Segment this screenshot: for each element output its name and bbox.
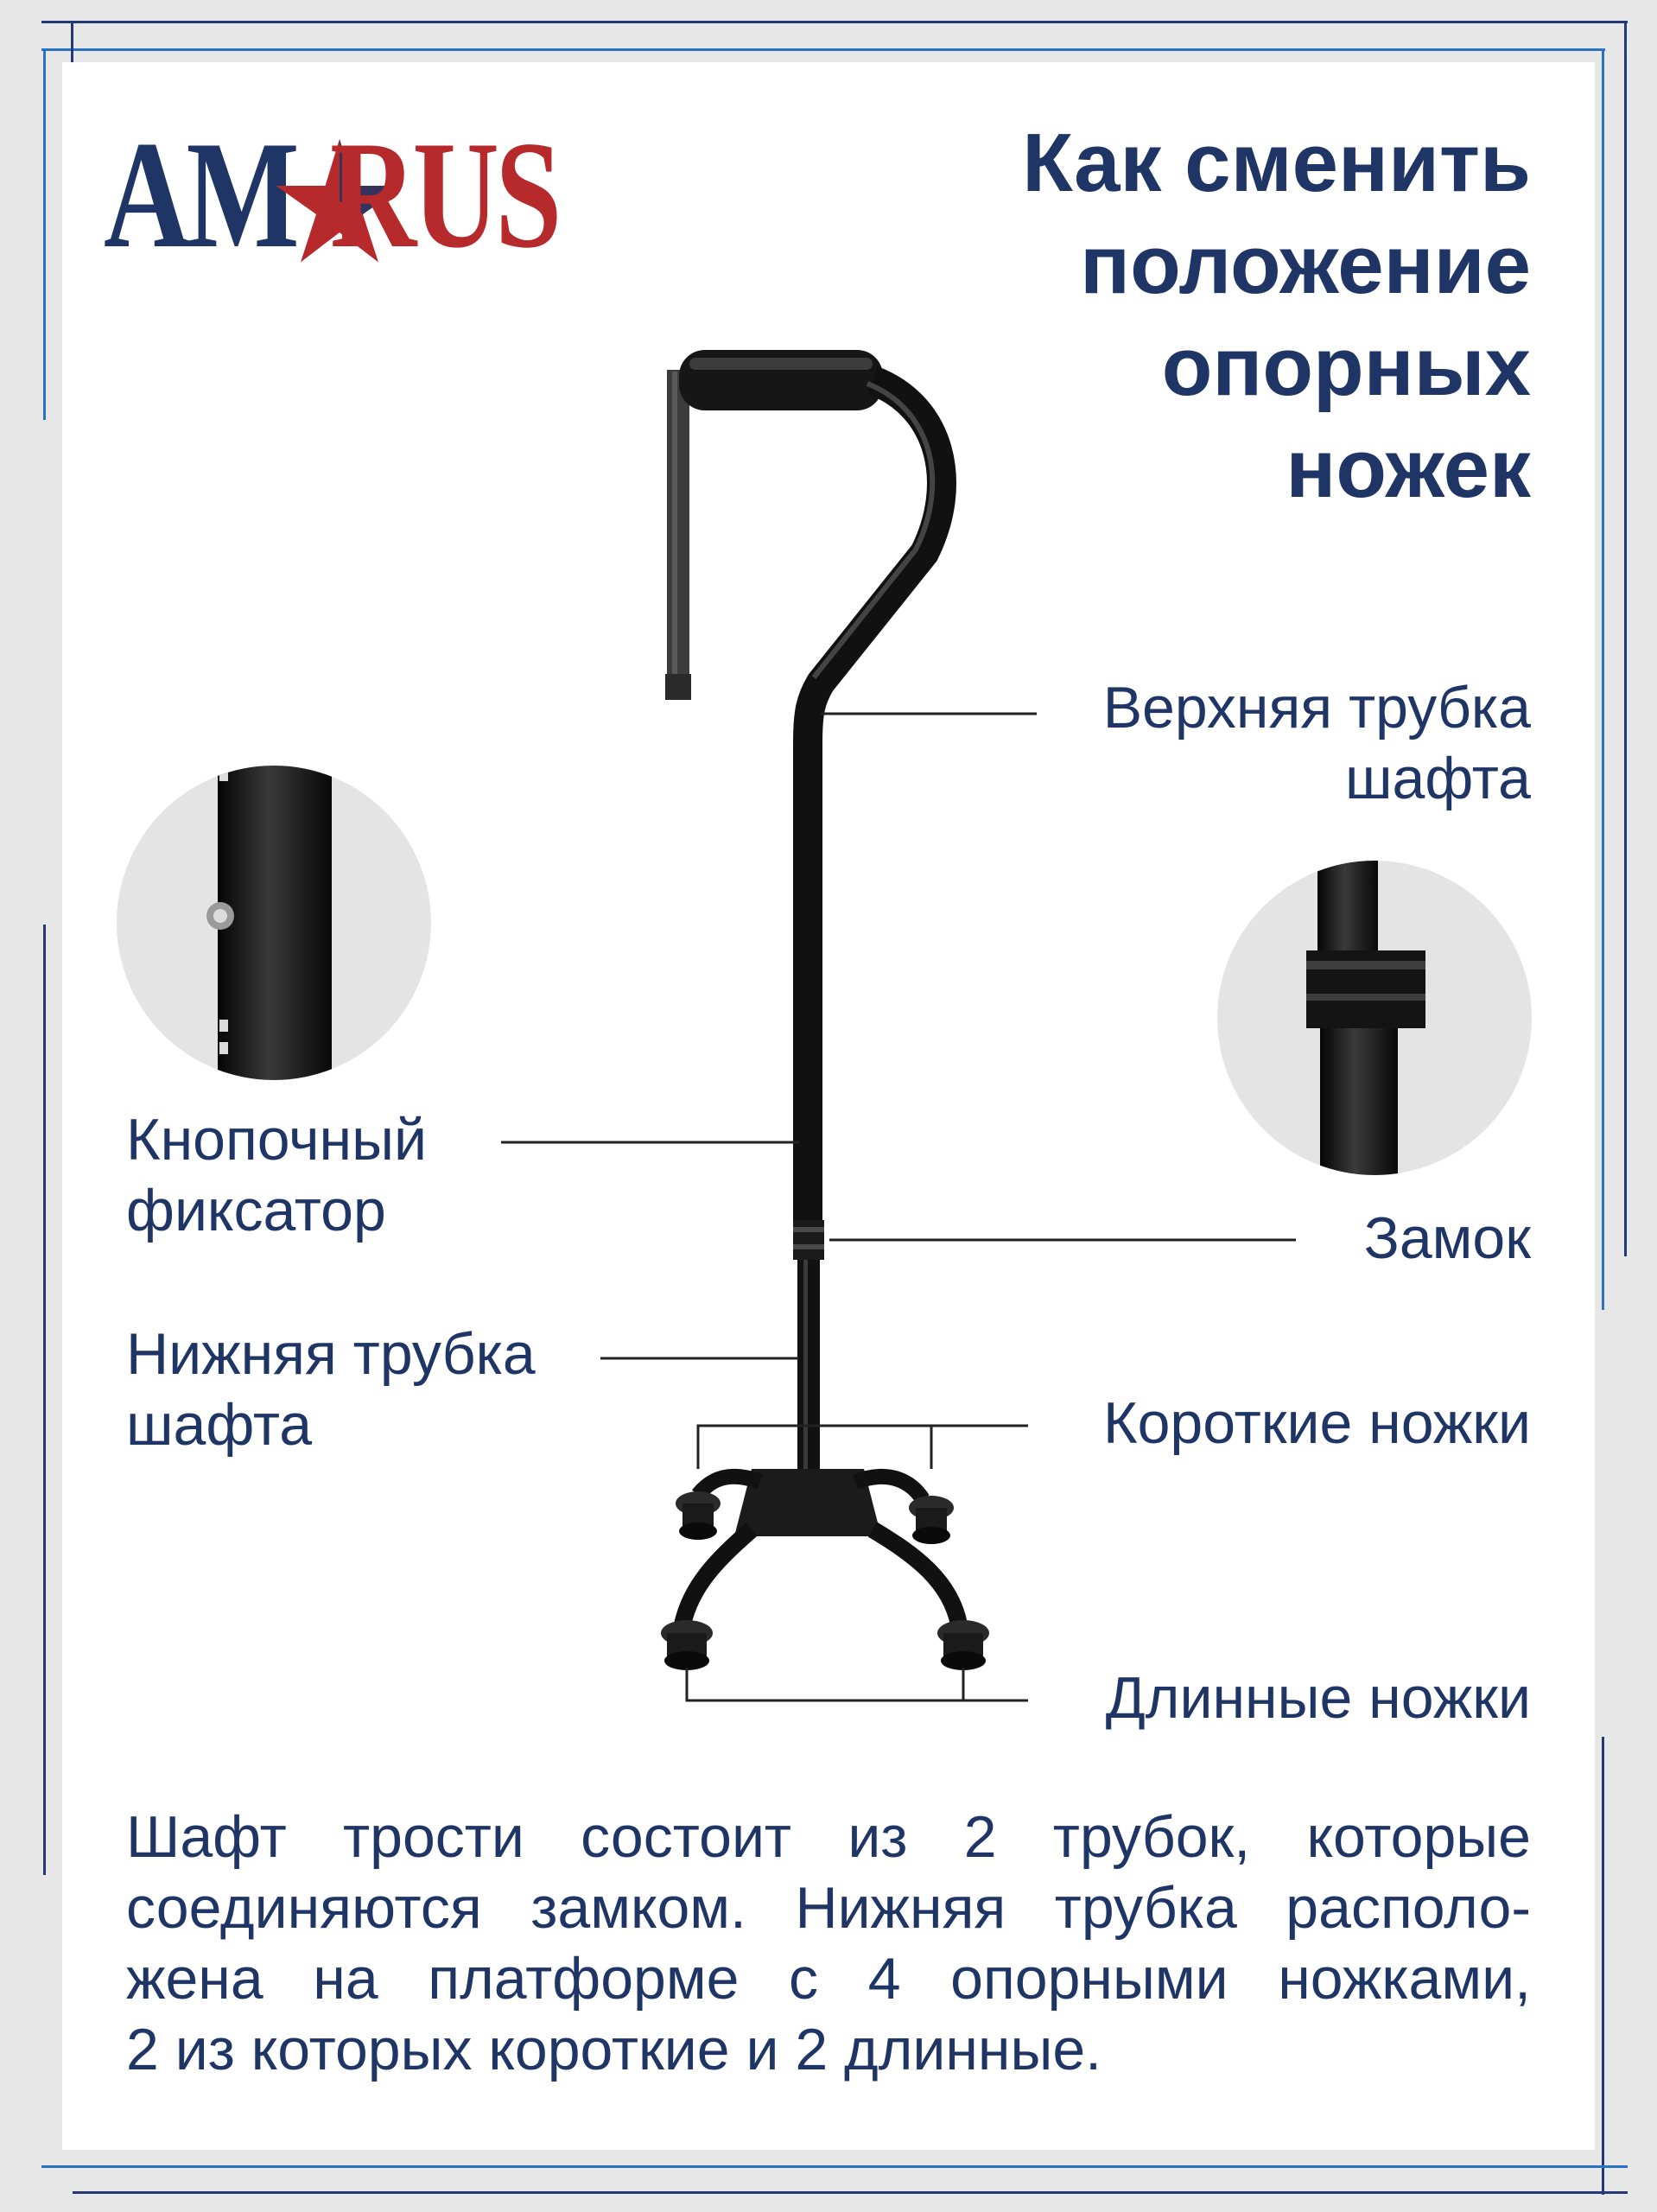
long-leg-left bbox=[682, 1529, 752, 1624]
title-line: положение bbox=[1080, 219, 1531, 311]
long-leg-right bbox=[873, 1529, 959, 1624]
title-line: ножек bbox=[1286, 423, 1531, 515]
title-line: опорных bbox=[1161, 321, 1531, 413]
description-paragraph bbox=[126, 1802, 1531, 2085]
long-leg-tip bbox=[661, 1620, 713, 1670]
lock-collar bbox=[793, 1220, 824, 1260]
description-line: Шафт трости состоит из 2 трубок, которые bbox=[126, 1804, 1531, 1870]
label-long-legs: Длинные ножки bbox=[1105, 1665, 1531, 1731]
description-line: жена на платформе с 4 опорными ножками, bbox=[126, 1946, 1531, 2012]
foam-grip bbox=[679, 350, 883, 410]
leader-long-legs bbox=[687, 1668, 963, 1700]
description-line: соединяются замком. Нижняя трубка располо- bbox=[126, 1875, 1531, 1941]
upper-tube bbox=[808, 380, 942, 1227]
short-leg-tip bbox=[676, 1491, 721, 1540]
title-line: Как сменить bbox=[1022, 117, 1531, 209]
label-lower-tube: Нижняя трубка шафта bbox=[126, 1321, 536, 1458]
short-leg-tip bbox=[909, 1496, 954, 1544]
label-upper-tube: Верхняя трубка шафта bbox=[1102, 675, 1531, 811]
label-push-button: Кнопочный фиксатор bbox=[126, 1107, 427, 1243]
label-short-legs: Короткие ножки bbox=[1103, 1390, 1531, 1456]
label-lock: Замок bbox=[1363, 1205, 1531, 1271]
push-button-closeup bbox=[117, 752, 431, 1097]
logo-text-am: AM bbox=[104, 109, 295, 280]
logo-text-rus: RUS bbox=[330, 109, 558, 280]
wrist-strap bbox=[665, 370, 691, 700]
description-line: 2 из которых короткие и 2 длинные. bbox=[126, 2017, 1102, 2082]
lock-closeup bbox=[1217, 847, 1532, 1201]
